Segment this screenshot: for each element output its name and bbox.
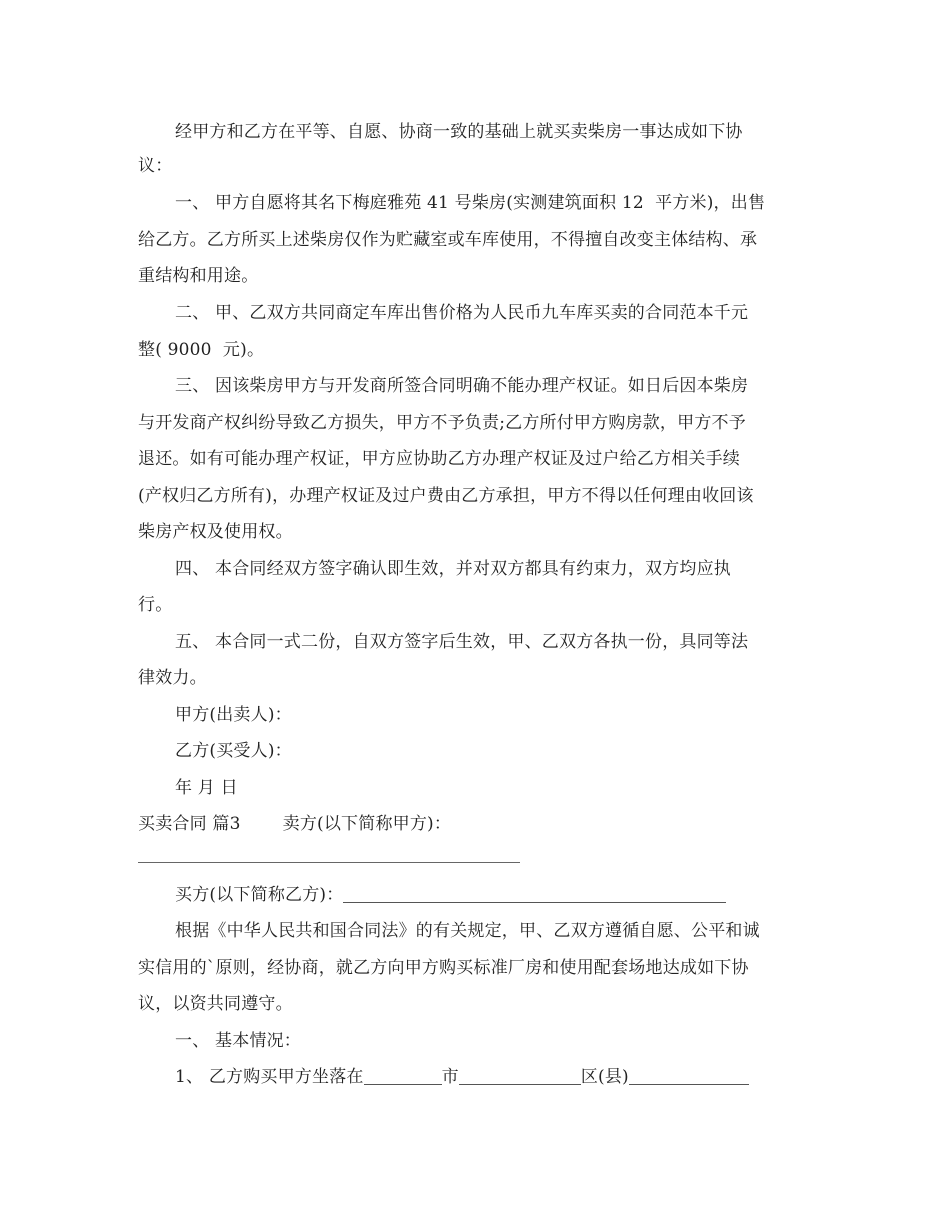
clause-1-line: 一、 甲方自愿将其名下梅庭雅苑 41 号柴房(实测建筑面积 12 平方米)，出售 [175, 193, 766, 213]
clause-3-line: 与开发商产权纠纷导致乙方损失，甲方不予负责;乙方所付甲方购房款，甲方不予 [138, 413, 746, 433]
paragraph-line: 根据《中华人民共和国合同法》的有关规定，甲、乙双方遵循自愿、公平和诚 [175, 921, 760, 941]
seller-blank-line [138, 862, 520, 863]
clause-2-line: 二、 甲、乙双方共同商定车库出售价格为人民币九车库买卖的合同范本千元 [175, 303, 749, 323]
paragraph-line: 实信用的`原则，经协商，就乙方向甲方购买标准厂房和使用配套场地达成如下协 [138, 958, 749, 978]
clause-2-line: 整( 9000 元)。 [138, 340, 265, 360]
paragraph-line: 议，以资共同遵守。 [138, 994, 293, 1014]
clause-5-line: 律效力。 [138, 668, 207, 688]
clause-4-line: 行。 [138, 595, 173, 615]
clause-3-line: 退还。如有可能办理产权证，甲方应协助乙方办理产权证及过户给乙方相关手续 [138, 449, 740, 469]
clause-1-line: 给乙方。乙方所买上述柴房仅作为贮藏室或车库使用，不得擅自改变主体结构、承 [138, 230, 758, 250]
item-1-district-label: 区(县) [580, 1067, 629, 1087]
paragraph-line: 议： [138, 156, 173, 176]
item-1-line [175, 1066, 749, 1088]
section-heading-line [138, 813, 451, 835]
paragraph-line: 经甲方和乙方在平等、自愿、协商一致的基础上就买卖柴房一事达成如下协 [175, 122, 743, 142]
buyer-field-line [175, 884, 726, 906]
clause-4-line: 四、 本合同经双方签字确认即生效，并对双方都具有约束力，双方均应执 [175, 559, 732, 579]
clause-3-line: 三、 因该柴房甲方与开发商所签合同明确不能办理产权证。如日后因本柴房 [175, 376, 749, 396]
date-label: 年 月 日 [175, 778, 238, 798]
clause-3-line: 柴房产权及使用权。 [138, 522, 293, 542]
district-blank [459, 1067, 581, 1085]
section-title: 买卖合同 篇3 [138, 814, 241, 834]
seller-signature-label: 甲方(出卖人)： [175, 705, 292, 725]
address-blank [629, 1067, 749, 1085]
seller-field-label: 卖方(以下简称甲方)： [282, 814, 452, 834]
item-1-city-label: 市 [441, 1067, 459, 1087]
item-1-prefix: 1、 乙方购买甲方坐落在 [175, 1067, 364, 1087]
clause-3-line: (产权归乙方所有)，办理产权证及过户费由乙方承担，甲方不得以任何理由收回该 [138, 486, 754, 506]
buyer-blank-line [343, 885, 726, 903]
basic-info-heading: 一、 基本情况： [175, 1031, 302, 1051]
buyer-field-label: 买方(以下简称乙方)： [175, 885, 344, 905]
clause-1-line: 重结构和用途。 [138, 266, 259, 286]
clause-5-line: 五、 本合同一式二份，自双方签字后生效，甲、乙双方各执一份，具同等法 [175, 632, 749, 652]
buyer-signature-label: 乙方(买受人)： [175, 741, 292, 761]
city-blank [364, 1067, 442, 1085]
